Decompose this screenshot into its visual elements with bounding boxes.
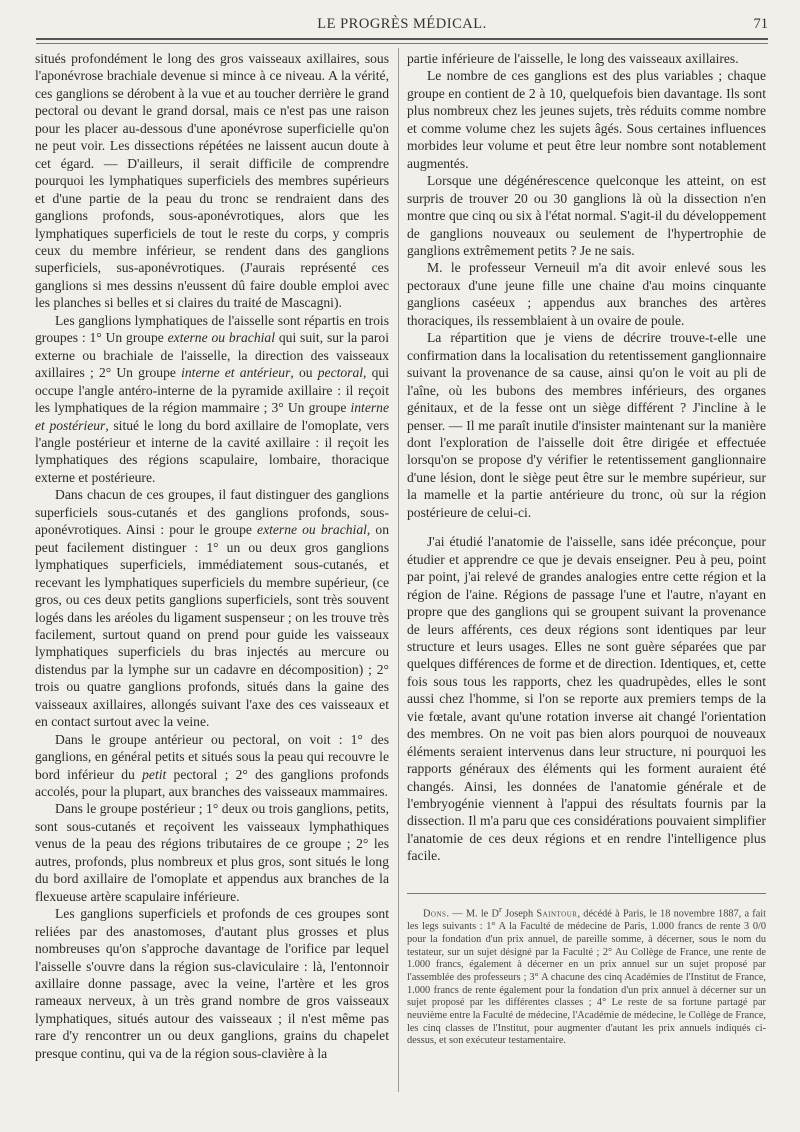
paragraph-p5 [35,800,389,905]
paragraph-r1 [407,50,766,67]
page-header [36,16,768,38]
page-number: 71 [753,16,768,32]
text-segment: M. le professeur Verneuil m'a dit avoir enlevé sous les pectoraux d'une jeune fille une chaine d'au moins cinquante ganglions caséeux ; appendus aux branches des artères thoraciques, ils ressemblaient à un ovaire de poule. [407,260,766,328]
header-rule [36,38,768,44]
text-segment: Le nombre de ces ganglions est des plus variables ; chaque groupe en contient de 2 à 10, quelquefois bien davantage. Ils sont plus nombreux chez les jeunes sujets, très réduits comme nombre et comme volume chez les sujets âgés. Sous certaines influences morbides leur volume et peut être leur nombre sont notablement augmentés. [407,68,766,171]
text-segment: qui suit, sur la paroi externe ou brachiale de l'aisselle, la direction des vaisseaux axillaires ; 2° Un groupe [35,330,389,381]
italic-text: externe ou brachial [257,522,367,538]
text-segment: La répartition que je viens de décrire trouve-t-elle une confirmation dans la localisation du retentissement ganglionnaire suivant la provenance de sa cause, ainsi qu'on le voit au pli de l'aîne, où les bubons des membres inférieurs, des organes génitaux, et de la fesse ont un siège différent ? J'incline à le penser. — Il me paraît inutile d'insister maintenant sur la manière dont l'exploration de l'aisselle doit être dirigée et effectuée lorsqu'on se propose d'y vérifier le retentissement ganglionnaire d'une lésion, dont le siège peut être sur le membre supérieur, sur la mamelle et la partie antérieure du tronc, où sur la région postérieure de celui-ci. [407,330,766,520]
paragraph-p4 [35,731,389,801]
text-segment: pectoral ; 2° des ganglions profonds accolés, pour la plupart, aux branches des vaisseaux mammaires. [35,766,389,800]
paragraph-p3 [35,486,389,730]
right-column [407,50,766,865]
text-segment: , qui occupe l'angle antéro-interne de la pyramide axillaire : il reçoit les lymphatiques de la région mammaire ; 3° Un groupe [35,365,389,416]
text-segment: partie inférieure de l'aisselle, le long des vaisseaux axillaires. [407,51,739,66]
paragraph-r3 [407,172,766,259]
italic-text: externe ou brachial [167,330,275,346]
column-divider [398,48,399,1092]
paragraph-r5 [407,329,766,521]
text-segment: Dans chacun de ces groupes, il faut distinguer des ganglions superficiels sous-cutanés et des ganglions profonds, sous-aponévrotiques. Ainsi : pour le groupe [35,487,389,538]
text-segment: Les ganglions superficiels et profonds de ces groupes sont reliées par des anastomoses, d'autant plus grosses et plus nombreuses qu'on s'approche davantage de l'orifice par lequel l'aisselle s'ouvre dans la région sus-claviculaire : là, l'entonnoir axillaire donne passage, avec la veine, l'artère et les gros rameaux nerveux, à un très grand nombre de gros vaisseaux lymphatiques, situés autour des vaisseaux ; il n'est même pas rare d'y rencontrer un ou deux ganglions, grains du chapelet presque continu, qui va de la région sous-clavière à la [35,906,389,1061]
italic-text: petit [142,766,167,782]
text-segment: , situé le long du bord axillaire de l'omoplate, vers l'angle postérieur et interne de la cavité axillaire : il reçoit les lymphatiques des régions scapulaire, lombaire, thoracique externe et postérieure. [35,417,389,485]
left-column [35,50,389,1062]
paragraph-p2 [35,312,389,487]
text-segment: Dans le groupe postérieur ; 1° deux ou trois ganglions, petits, sont sous-cutanés et reçoivent les vaisseaux lymphathiques venus de la peau des régions tributaires de ce groupe ; 2° les autres, profonds, plus nombreux et plus gros, sont situés le long du bord axillaire de l'omoplate et appendus aux branches de la flexueuse artère scapulaire inférieure. [35,801,389,904]
text-segment: , ou [290,365,318,381]
text-segment: Joseph [501,908,537,920]
text-segment: . — M. le D [446,908,499,920]
text-segment: situés profondément le long des gros vaisseaux axillaires, sous l'aponévrose brachiale devenue si mince à ce niveau. A la vérité, ces ganglions se dérobent à la vue et au toucher derrière le grand pectoral ou devant le grand dorsal, mais ce n'est pas une raison pour les placer au-dessous d'une aponévrose superficielle qu'on ne peut voir. Les dissections répétées ne laissent aucun doute à cet égard. — D'ailleurs, il serait difficile de comprendre pourquoi les lymphatiques superficiels des membres supérieurs et d'une partie de la peau du tronc se rendraient dans des ganglions profonds, sous-aponévrotiques, alors que les lymphatiques superficiels de tout le reste du corps, y compris ceux du membre inférieur, se rendent dans des ganglions superficiels, sus-aponévrotiques. (J'aurais représenté ces ganglions si mes dessins n'eussent dû faire double emploi avec les planches si belles et si claires du traité de Mascagni). [35,51,389,311]
footnote [407,903,766,1048]
text-segment: Dans le groupe antérieur ou pectoral, on voit : 1° des ganglions, en général petits et situés sous la peau qui recouvre le bord inférieur du [35,731,389,782]
text-segment: Lorsque une dégénérescence quelconque les atteint, on est surpris de trouver 20 ou 30 ganglions là où la dissection n'en montre que cinq ou six à l'état normal. S'agit-il du développement de ganglions nouveaux ou seulement de l'hypertrophie de ganglions extrêmement petits ? Je ne sais. [407,173,766,258]
paragraph-r4 [407,259,766,329]
italic-text: interne et antérieur [181,365,291,381]
text-segment: Les ganglions lymphatiques de l'aisselle sont répartis en trois groupes : 1° Un groupe [35,312,389,346]
paragraph-r2 [407,67,766,172]
italic-text: interne et postérieur [35,400,389,433]
text-segment: , on peut facilement distinguer : 1° un ou deux gros ganglions lymphatiques superficiels, immédiatement sous-cutanés, et recevant les lymphatiques superficiels du membre supérieur, (ce gros, ou ces deux petits ganglions superficiels, sont très souvent logés dans les aréoles du ligament suspenseur ; on les trouve très facilement, surtout quand on prend pour guide les vaisseaux lymphatiques superficiels du bras injectés au mercure ou distendus par la lymphe sur un cadavre en décomposition) ; 2° trois ou quatre ganglions profonds, situés dans la gaine des vaisseaux axillaires, allongés suivant l'axe des ces vaisseaux et en contact surtout avec la veine. [35,522,389,730]
paragraph-p1 [35,50,389,312]
text-segment: J'ai étudié l'anatomie de l'aisselle, sans idée préconçue, pour étudier et apprendre ce que je devais enseigner. Peu à peu, point par point, j'ai relevé de grandes analogies entre cette région et la région de l'aine. Régions de passage l'une et l'autre, n'ayant en propre que des ganglions qui se groupent suivant la provenance de leurs afférents, ces deux régions sont identiques par leur structure et leurs usages. Elles ne sont guère séparées que par quelques différences de forme et de direction. Identiques, et, cette fois sous tous les rapports, chez les quadrupèdes, elles le sont aussi chez l'homme, si l'on se reporte aux premiers temps de la vie fœtale, avant qu'une rotation inverse ait changé l'orientation des membres. On ne voit pas bien alors pourquoi de nouveaux éléments seraient intervenus dans leur structure, ni pourquoi les rapports généraux des éléments qui les forment auraient été changés. Ainsi, les données de l'anatomie générale et de l'embryogénie viennent à l'appui des résultats fournis par la dissection. Il m'a paru que ces considérations pouvaient simplifier l'anatomie de ces deux régions et en rendre l'intelligence plus facile. [407,534,766,864]
italic-text: pectoral [317,365,364,381]
text-segment: r [498,904,502,914]
paragraph-p6 [35,905,389,1062]
footnote-rule [407,893,766,894]
small-caps-text: Saintour [536,908,578,920]
paragraph-r6 [407,533,766,865]
text-segment: , décédé à Paris, le 18 novembre 1887, a fait les legs suivants : 1° A la Faculté de médecine de Paris, 1.000 francs de rente 3 0/0 pour la fondation d'un prix annuel, de pareille somme, à décerner, sous le nom du testateur, sur un sujet désigné par la Faculté ; 2° Au Collège de France, une rente de 1.000 francs, également à décerner en un prix annuel sur un sujet proposé par l'assemblée des professeurs ; 3° A chacune des cinq Académies de l'Institut de France, 1.000 francs de rente également pour la fondation d'un prix annuel à décerner sur un sujet proposé par les différentes classes ; 4° Le reste de sa fortune partagé par neuvième entre la Faculté de médecine, l'Académie de médecine, le Collège de France, les cinq classes de l'Institut, pour augmenter d'autant les prix annuels indiqués ci-dessus, et son exécuteur testamentaire. [407,908,767,1047]
small-caps-text: Dons [423,908,447,920]
journal-title: LE PROGRÈS MÉDICAL. [317,16,487,32]
